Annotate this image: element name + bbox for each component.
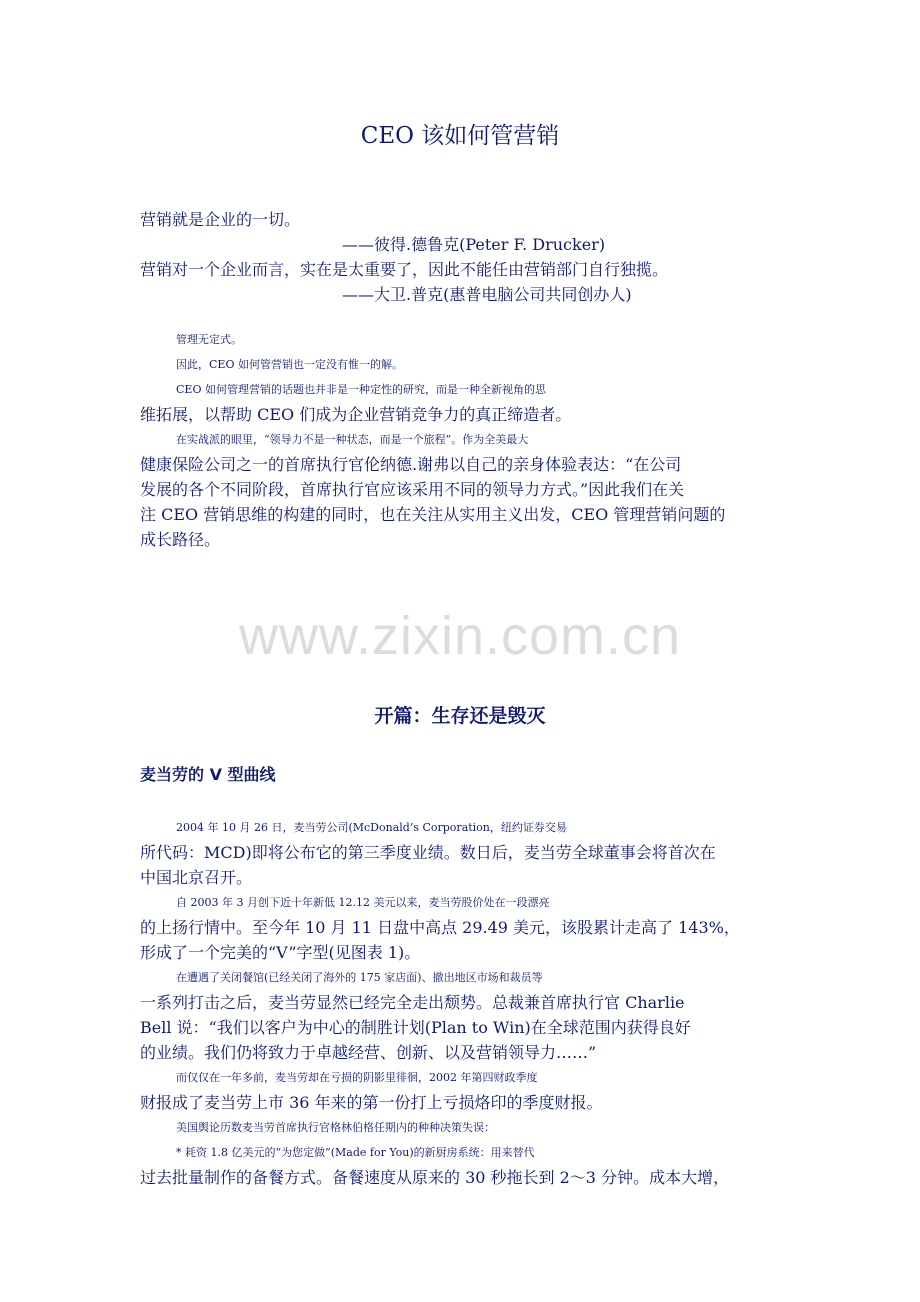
- body-line: 财报成了麦当劳上市 36 年来的第一份打上亏损烙印的季度财报。: [140, 1093, 603, 1112]
- epigraph-quote-1: 营销就是企业的一切。: [140, 210, 301, 229]
- intro-line: 因此，CEO 如何管营销也一定没有惟一的解。: [176, 358, 403, 371]
- section-title: 开篇：生存还是毁灭: [374, 705, 546, 727]
- intro-line: 成长路径。: [140, 530, 221, 549]
- intro-line: 维拓展，以帮助 CEO 们成为企业营销竞争力的真正缔造者。: [140, 405, 572, 424]
- epigraph-attribution-2: ——大卫.普克(惠普电脑公司共同创办人): [342, 285, 632, 304]
- body-line: 所代码：MCD)即将公布它的第三季度业绩。数日后，麦当劳全球董事会将首次在: [140, 843, 716, 862]
- epigraph-attribution-1: ——彼得.德鲁克(Peter F. Drucker): [342, 235, 606, 254]
- intro-line: 管理无定式。: [176, 333, 242, 346]
- body-line: 一系列打击之后，麦当劳显然已经完全走出颓势。总裁兼首席执行官 Charlie: [140, 993, 685, 1012]
- body-line: * 耗资 1.8 亿美元的“为您定做”(Made for You)的新厨房系统：用来替代: [176, 1146, 535, 1159]
- body-line: 中国北京召开。: [140, 868, 253, 887]
- body-line: 形成了一个完美的“V”字型(见图表 1)。: [140, 943, 421, 962]
- intro-line: 在实战派的眼里，“领导力不是一种状态，而是一个旅程”。作为全美最大: [176, 433, 529, 446]
- body-line: 自 2003 年 3 月创下近十年新低 12.12 美元以来，麦当劳股价处在一段漂亮: [176, 896, 550, 909]
- epigraph-quote-2: 营销对一个企业而言，实在是太重要了，因此不能任由营销部门自行独揽。: [140, 260, 669, 279]
- body-line: Bell 说：“我们以客户为中心的制胜计划(Plan to Win)在全球范围内获得良好: [140, 1018, 691, 1037]
- subheading: 麦当劳的 V 型曲线: [140, 765, 276, 784]
- document-title: CEO 该如何管营销: [360, 123, 560, 149]
- intro-line: 健康保险公司之一的首席执行官伦纳德.谢弗以自己的亲身体验表达：“在公司: [140, 455, 682, 474]
- body-line: 2004 年 10 月 26 日，麦当劳公司(McDonald’s Corporation，纽约证券交易: [176, 821, 567, 834]
- body-line: 的业绩。我们仍将致力于卓越经营、创新、以及营销领导力……”: [140, 1043, 597, 1062]
- body-line: 而仅仅在一年多前，麦当劳却在亏损的阴影里徘徊，2002 年第四财政季度: [176, 1071, 538, 1084]
- body-line: 美国舆论历数麦当劳首席执行官格林伯格任期内的种种决策失误：: [176, 1121, 495, 1134]
- intro-line: 注 CEO 营销思维的构建的同时，也在关注从实用主义出发，CEO 管理营销问题的: [140, 505, 726, 524]
- watermark: www.zixin.com.cn: [238, 606, 682, 666]
- intro-line: CEO 如何管理营销的话题也并非是一种定性的研究，而是一种全新视角的思: [176, 383, 546, 396]
- body-line: 在遭遇了关闭餐馆(已经关闭了海外的 175 家店面)、撤出地区市场和裁员等: [176, 971, 543, 984]
- body-line: 的上扬行情中。至今年 10 月 11 日盘中高点 29.49 美元，该股累计走高了 143%，: [140, 918, 740, 937]
- body-line: 过去批量制作的备餐方式。备餐速度从原来的 30 秒拖长到 2～3 分钟。成本大增，: [140, 1168, 730, 1187]
- intro-line: 发展的各个不同阶段，首席执行官应该采用不同的领导力方式。”因此我们在关: [140, 480, 685, 499]
